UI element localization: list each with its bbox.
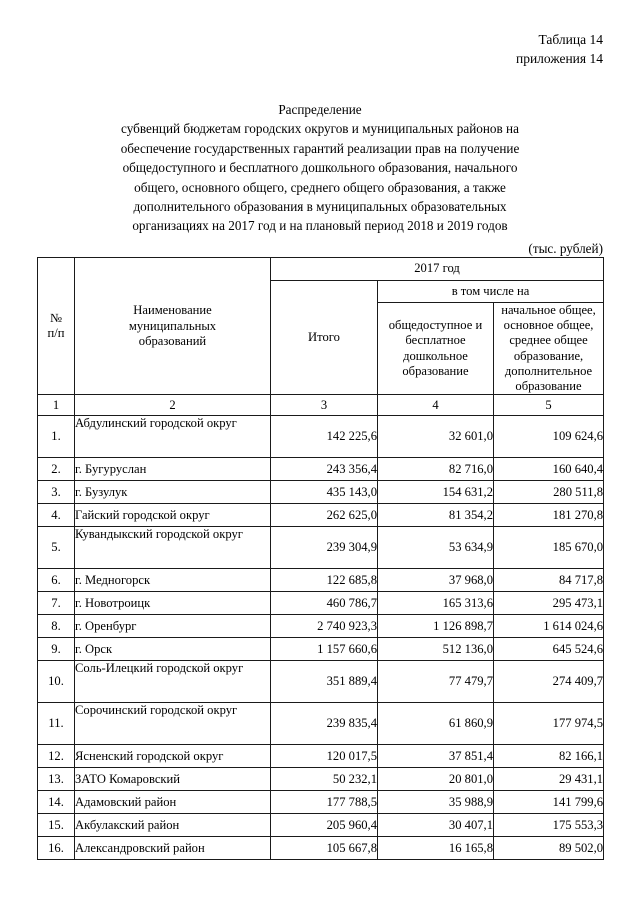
value-preschool: 61 860,9 <box>378 703 494 745</box>
table-row <box>38 703 604 745</box>
value-general: 29 431,1 <box>494 768 604 791</box>
header-num-line2: п/п <box>47 326 65 341</box>
value-general: 181 270,8 <box>494 504 604 527</box>
colnum-3: 3 <box>271 395 378 416</box>
appendix-number: приложения 14 <box>515 51 603 66</box>
value-preschool: 154 631,2 <box>378 481 494 504</box>
colnum-2: 2 <box>75 395 271 416</box>
value-general: 109 624,6 <box>494 416 604 458</box>
municipality-name: Адамовский район <box>75 791 271 814</box>
value-total: 351 889,4 <box>271 661 378 703</box>
municipality-name: г. Орск <box>75 638 271 661</box>
municipality-name: ЗАТО Комаровский <box>75 768 271 791</box>
title-line-4: общего, основного общего, среднего общего образования, а также <box>134 179 506 195</box>
row-number: 2. <box>38 458 75 481</box>
value-total: 239 835,4 <box>271 703 378 745</box>
row-number: 16. <box>38 837 75 860</box>
header-preschool-education: общедоступное и бесплатное дошкольное образование <box>378 303 494 395</box>
colnum-1: 1 <box>38 395 75 416</box>
table-row <box>38 837 604 860</box>
header-municipality-name <box>75 258 271 395</box>
subvention-distribution-table <box>37 257 604 860</box>
title-line-2: обеспечение государственных гарантий реализации прав на получение <box>120 140 520 156</box>
value-total: 177 788,5 <box>271 791 378 814</box>
value-general: 160 640,4 <box>494 458 604 481</box>
value-preschool: 512 136,0 <box>378 638 494 661</box>
value-preschool: 53 634,9 <box>378 527 494 569</box>
header-num-line1: № <box>49 310 63 325</box>
row-number: 8. <box>38 615 75 638</box>
value-total: 1 157 660,6 <box>271 638 378 661</box>
value-preschool: 35 988,9 <box>378 791 494 814</box>
header-name-line3: образований <box>138 333 207 348</box>
value-general: 280 511,8 <box>494 481 604 504</box>
document-title <box>72 100 568 236</box>
row-number: 10. <box>38 661 75 703</box>
value-preschool: 32 601,0 <box>378 416 494 458</box>
municipality-name: Сорочинский городской округ <box>75 703 271 745</box>
value-total: 262 625,0 <box>271 504 378 527</box>
value-total: 2 740 923,3 <box>271 615 378 638</box>
table-row <box>38 481 604 504</box>
value-general: 82 166,1 <box>494 745 604 768</box>
row-number: 3. <box>38 481 75 504</box>
row-number: 11. <box>38 703 75 745</box>
row-number: 6. <box>38 569 75 592</box>
value-preschool: 20 801,0 <box>378 768 494 791</box>
table-header <box>38 258 604 416</box>
colnum-5: 5 <box>494 395 604 416</box>
table-row <box>38 416 604 458</box>
municipality-name: Ясненский городской округ <box>75 745 271 768</box>
header-row-number <box>38 258 75 395</box>
value-preschool: 1 126 898,7 <box>378 615 494 638</box>
value-preschool: 81 354,2 <box>378 504 494 527</box>
value-preschool: 165 313,6 <box>378 592 494 615</box>
table-row <box>38 661 604 703</box>
header-total: Итого <box>271 281 378 395</box>
municipality-name: Гайский городской округ <box>75 504 271 527</box>
value-general: 175 553,3 <box>494 814 604 837</box>
row-number: 7. <box>38 592 75 615</box>
header-including: в том числе на <box>378 281 604 303</box>
colnum-4: 4 <box>378 395 494 416</box>
municipality-name: г. Новотроицк <box>75 592 271 615</box>
value-preschool: 30 407,1 <box>378 814 494 837</box>
value-general: 274 409,7 <box>494 661 604 703</box>
value-total: 205 960,4 <box>271 814 378 837</box>
value-total: 239 304,9 <box>271 527 378 569</box>
table-row <box>38 569 604 592</box>
value-total: 120 017,5 <box>271 745 378 768</box>
value-preschool: 77 479,7 <box>378 661 494 703</box>
header-year-2017: 2017 год <box>271 258 604 281</box>
value-preschool: 16 165,8 <box>378 837 494 860</box>
value-total: 105 667,8 <box>271 837 378 860</box>
row-number: 1. <box>38 416 75 458</box>
row-number: 5. <box>38 527 75 569</box>
value-general: 645 524,6 <box>494 638 604 661</box>
municipality-name: Соль-Илецкий городской округ <box>75 661 271 703</box>
data-table-container <box>37 257 603 860</box>
title-heading: Распределение <box>278 102 362 117</box>
value-general: 89 502,0 <box>494 837 604 860</box>
table-number: Таблица 14 <box>538 32 603 47</box>
value-total: 243 356,4 <box>271 458 378 481</box>
title-line-3: общедоступного и бесплатного дошкольного образования, начального <box>122 160 518 176</box>
table-body <box>38 416 604 860</box>
value-preschool: 82 716,0 <box>378 458 494 481</box>
table-row <box>38 638 604 661</box>
value-general: 141 799,6 <box>494 791 604 814</box>
row-number: 15. <box>38 814 75 837</box>
value-general: 185 670,0 <box>494 527 604 569</box>
document-reference <box>516 30 603 68</box>
row-number: 9. <box>38 638 75 661</box>
units-note: (тыс. рублей) <box>528 241 603 256</box>
value-preschool: 37 968,0 <box>378 569 494 592</box>
municipality-name: г. Бугуруслан <box>75 458 271 481</box>
municipality-name: г. Оренбург <box>75 615 271 638</box>
municipality-name: г. Бузулук <box>75 481 271 504</box>
value-total: 435 143,0 <box>271 481 378 504</box>
value-total: 122 685,8 <box>271 569 378 592</box>
municipality-name: Александровский район <box>75 837 271 860</box>
row-number: 12. <box>38 745 75 768</box>
table-row <box>38 791 604 814</box>
column-numbering-row <box>38 395 604 416</box>
table-row <box>38 458 604 481</box>
municipality-name: Кувандыкский городской округ <box>75 527 271 569</box>
row-number: 13. <box>38 768 75 791</box>
table-row <box>38 745 604 768</box>
value-preschool: 37 851,4 <box>378 745 494 768</box>
table-row <box>38 504 604 527</box>
value-general: 1 614 024,6 <box>494 615 604 638</box>
table-row <box>38 768 604 791</box>
header-name-line1: Наименование <box>133 303 212 318</box>
row-number: 14. <box>38 791 75 814</box>
value-general: 177 974,5 <box>494 703 604 745</box>
header-general-education: начальное общее, основное общее, среднее общее образование, дополнительное образование <box>494 303 604 395</box>
value-total: 460 786,7 <box>271 592 378 615</box>
value-total: 142 225,6 <box>271 416 378 458</box>
value-general: 84 717,8 <box>494 569 604 592</box>
value-total: 50 232,1 <box>271 768 378 791</box>
table-row <box>38 527 604 569</box>
row-number: 4. <box>38 504 75 527</box>
municipality-name: Абдулинский городской округ <box>75 416 271 458</box>
municipality-name: Акбулакский район <box>75 814 271 837</box>
header-name-line2: муниципальных <box>128 318 217 333</box>
title-line-1: субвенций бюджетам городских округов и муниципальных районов на <box>121 121 519 137</box>
title-line-5: дополнительного образования в муниципальных образовательных <box>133 199 507 215</box>
title-line-6: организациях на 2017 год и на плановый период 2018 и 2019 годов <box>132 218 508 234</box>
table-row <box>38 814 604 837</box>
municipality-name: г. Медногорск <box>75 569 271 592</box>
value-general: 295 473,1 <box>494 592 604 615</box>
table-row <box>38 615 604 638</box>
table-row <box>38 592 604 615</box>
